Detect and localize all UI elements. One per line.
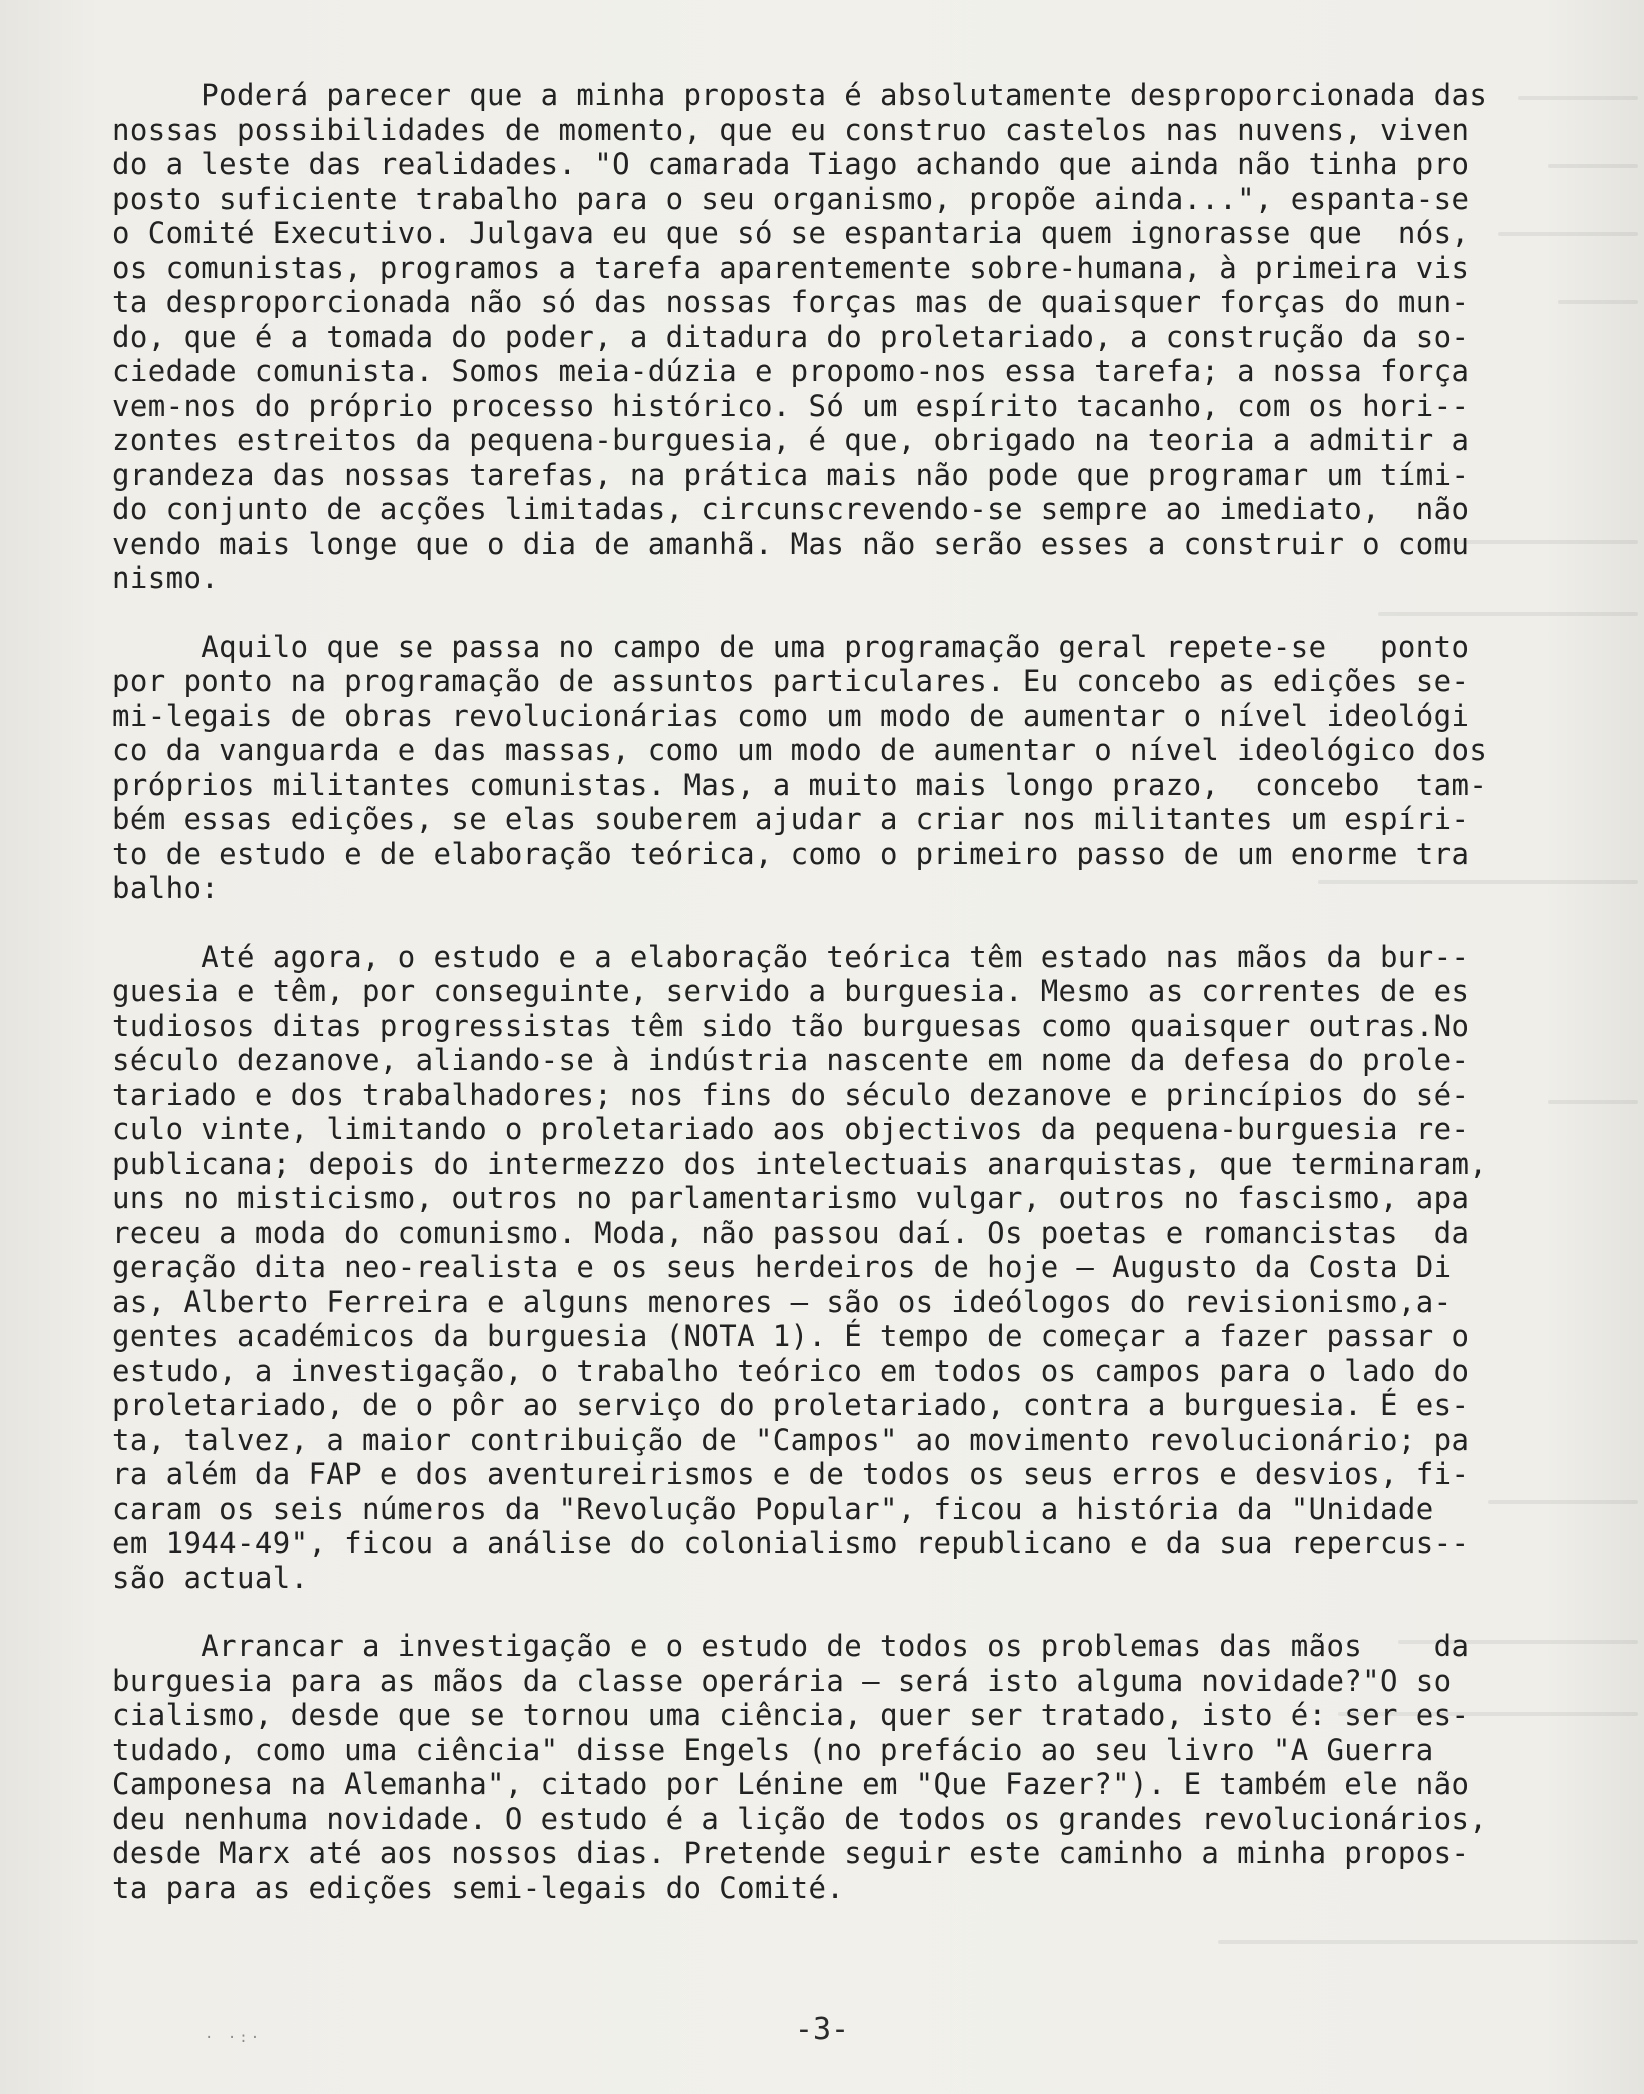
text-line: século dezanove, aliando-se à indústria nascente em nome da defesa do prole- bbox=[112, 1043, 1470, 1077]
text-line: Poderá parecer que a minha proposta é absolutamente desproporcionada das bbox=[112, 78, 1488, 112]
text-line: burguesia para as mãos da classe operária — será isto alguma novidade?"O so bbox=[112, 1663, 1452, 1698]
text-line: em 1944-49", ficou a análise do colonialismo republicano e da sua repercus-- bbox=[112, 1526, 1470, 1560]
paragraph-spacer bbox=[112, 906, 1622, 940]
text-line: do, que é a tomada do poder, a ditadura do proletariado, a construção da so- bbox=[112, 319, 1470, 354]
text-line: ciedade comunista. Somos meia-dúzia e propomo-nos essa tarefa; a nossa força bbox=[112, 354, 1470, 388]
text-line: nismo. bbox=[112, 561, 220, 595]
paragraph-spacer bbox=[112, 1595, 1622, 1629]
text-line: Camponesa na Alemanha", citado por Lénine em "Que Fazer?"). E também ele não bbox=[112, 1767, 1470, 1801]
text-line: receu a moda do comunismo. Moda, não passou daí. Os poetas e romancistas da bbox=[112, 1215, 1470, 1250]
text-line: publicana; depois do intermezzo dos intelectuais anarquistas, que terminaram, bbox=[112, 1146, 1488, 1181]
paragraph-2 bbox=[112, 630, 1622, 906]
text-line: são actual. bbox=[112, 1560, 309, 1595]
paragraph-4 bbox=[112, 1629, 1622, 1905]
text-line: zontes estreitos da pequena-burguesia, é que, obrigado na teoria a admitir a bbox=[112, 423, 1470, 457]
text-line: vem-nos do próprio processo histórico. Só um espírito tacanho, com os hori-- bbox=[112, 388, 1470, 423]
text-line: to de estudo e de elaboração teórica, como o primeiro passo de um enorme tra bbox=[112, 836, 1470, 871]
text-line: tudiosos ditas progressistas têm sido tão burguesas como quaisquer outras.No bbox=[112, 1008, 1470, 1043]
text-line: gentes académicos da burguesia (NOTA 1). É tempo de começar a fazer passar o bbox=[112, 1319, 1470, 1353]
text-line: do conjunto de acções limitadas, circunscrevendo-se sempre ao imediato, não bbox=[112, 492, 1470, 526]
text-line: Arrancar a investigação e o estudo de todos os problemas das mãos da bbox=[112, 1629, 1470, 1663]
paragraph-spacer bbox=[112, 596, 1622, 630]
text-line: balho: bbox=[112, 871, 220, 905]
text-line: proletariado, de o pôr ao serviço do proletariado, contra a burguesia. É es- bbox=[112, 1388, 1470, 1422]
paper-specks: · ·:· bbox=[205, 2030, 263, 2046]
text-line: ta, talvez, a maior contribuição de "Campos" ao movimento revolucionário; pa bbox=[112, 1422, 1470, 1457]
page-number: -3- bbox=[794, 2012, 850, 2047]
text-line: do a leste das realidades. "O camarada Tiago achando que ainda não tinha pro bbox=[112, 147, 1470, 181]
text-line: os comunistas, programos a tarefa aparentemente sobre-humana, à primeira vis bbox=[112, 250, 1470, 285]
text-line: guesia e têm, por conseguinte, servido a burguesia. Mesmo as correntes de es bbox=[112, 974, 1470, 1008]
text-line: bém essas edições, se elas souberem ajudar a criar nos militantes um espíri- bbox=[112, 802, 1470, 836]
text-line: cialismo, desde que se tornou uma ciência, quer ser tratado, isto é: ser es- bbox=[112, 1698, 1470, 1732]
text-line: o Comité Executivo. Julgava eu que só se espantaria quem ignorasse que nós, bbox=[112, 216, 1470, 250]
text-line: co da vanguarda e das massas, como um modo de aumentar o nível ideológico dos bbox=[112, 733, 1488, 767]
text-line: nossas possibilidades de momento, que eu construo castelos nas nuvens, viven bbox=[112, 112, 1470, 147]
text-line: as, Alberto Ferreira e alguns menores — são os ideólogos do revisionismo,a- bbox=[112, 1284, 1452, 1319]
text-line: culo vinte, limitando o proletariado aos objectivos da pequena-burguesia re- bbox=[112, 1112, 1470, 1146]
text-line: ra além da FAP e dos aventureirismos e de todos os seus erros e desvios, fi- bbox=[112, 1457, 1470, 1491]
text-line: posto suficiente trabalho para o seu organismo, propõe ainda...", espanta-se bbox=[112, 181, 1470, 216]
paragraph-3 bbox=[112, 940, 1622, 1596]
text-line: uns no misticismo, outros no parlamentarismo vulgar, outros no fascismo, apa bbox=[112, 1181, 1470, 1215]
text-line: deu nenhuma novidade. O estudo é a lição de todos os grandes revolucionários, bbox=[112, 1801, 1488, 1836]
text-line: Aquilo que se passa no campo de uma programação geral repete-se ponto bbox=[112, 629, 1470, 664]
text-line: próprios militantes comunistas. Mas, a muito mais longo prazo, concebo tam- bbox=[112, 767, 1488, 802]
text-line: vendo mais longe que o dia de amanhã. Mas não serão esses a construir o comu bbox=[112, 526, 1470, 561]
typewritten-text bbox=[112, 78, 1622, 1905]
text-line: Até agora, o estudo e a elaboração teórica têm estado nas mãos da bur-- bbox=[112, 939, 1470, 974]
text-line: ta para as edições semi-legais do Comité. bbox=[112, 1870, 845, 1905]
text-line: estudo, a investigação, o trabalho teórico em todos os campos para o lado do bbox=[112, 1353, 1470, 1388]
text-line: desde Marx até aos nossos dias. Pretende seguir este caminho a minha propos- bbox=[112, 1836, 1470, 1870]
text-line: por ponto na programação de assuntos particulares. Eu concebo as edições se- bbox=[112, 664, 1470, 698]
text-line: ta desproporcionada não só das nossas forças mas de quaisquer forças do mun- bbox=[112, 285, 1470, 319]
paragraph-1 bbox=[112, 78, 1622, 596]
text-line: caram os seis números da "Revolução Popular", ficou a história da "Unidade bbox=[112, 1491, 1434, 1526]
text-line: grandeza das nossas tarefas, na prática mais não pode que programar um tími- bbox=[112, 457, 1470, 492]
text-line: tariado e dos trabalhadores; nos fins do século dezanove e princípios do sé- bbox=[112, 1077, 1470, 1112]
text-line: tudado, como uma ciência" disse Engels (no prefácio ao seu livro "A Guerra bbox=[112, 1732, 1434, 1767]
text-line: geração dita neo-realista e os seus herdeiros de hoje — Augusto da Costa Di bbox=[112, 1250, 1452, 1284]
text-line: mi-legais de obras revolucionárias como um modo de aumentar o nível ideológi bbox=[112, 698, 1470, 733]
